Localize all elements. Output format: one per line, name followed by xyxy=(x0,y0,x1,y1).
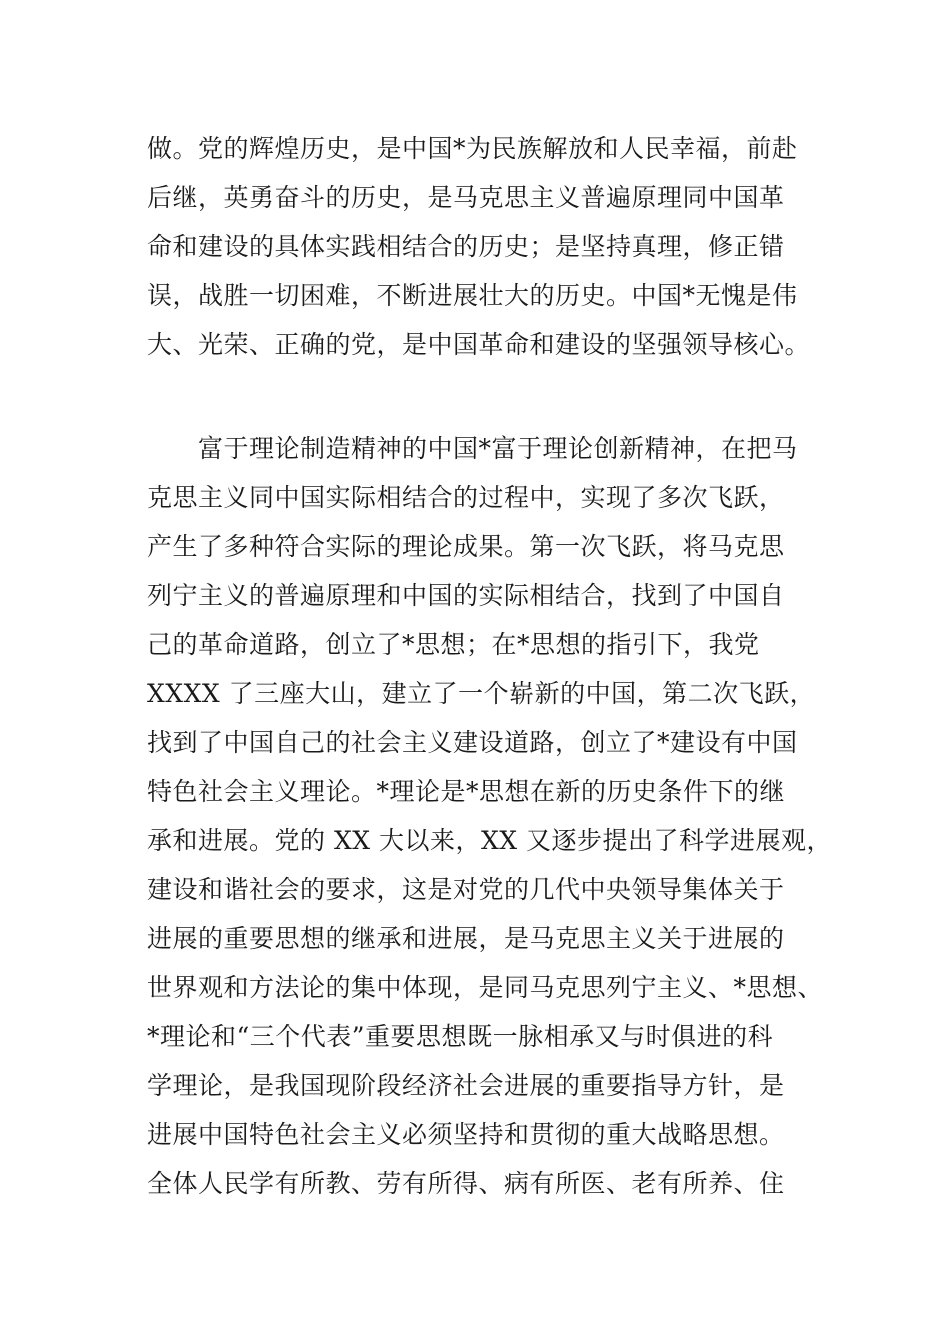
paragraph-2-line-3: 产生了多种符合实际的理论成果。第一次飞跃，将马克思 xyxy=(147,532,785,561)
paragraph-1-line-3: 命和建设的具体实践相结合的历史；是坚持真理，修正错 xyxy=(147,232,785,261)
paragraph-1-line-5: 大、光荣、正确的党，是中国革命和建设的坚强领导核心。 xyxy=(147,330,811,359)
paragraph-2-line-11: 进展的重要思想的继承和进展，是马克思主义关于进展的 xyxy=(147,924,785,953)
paragraph-1-line-2: 后继，英勇奋斗的历史，是马克思主义普遍原理同中国革 xyxy=(147,183,785,212)
paragraph-2-line-12: 世界观和方法论的集中体现，是同马克思列宁主义、*思想、 xyxy=(147,973,824,1002)
paragraph-2-line-5: 己的革命道路，创立了*思想；在*思想的指引下，我党 xyxy=(147,630,760,659)
paragraph-2-line-14: 学理论，是我国现阶段经济社会进展的重要指导方针，是 xyxy=(147,1071,785,1100)
paragraph-2-line-1: 富于理论制造精神的中国*富于理论创新精神，在把马 xyxy=(198,434,798,463)
paragraph-1-line-1: 做。党的辉煌历史，是中国*为民族解放和人民幸福，前赴 xyxy=(147,134,798,163)
paragraph-2-line-16: 全体人民学有所教、劳有所得、病有所医、老有所养、住 xyxy=(147,1169,785,1198)
paragraph-2-line-8: 特色社会主义理论。*理论是*思想在新的历史条件下的继 xyxy=(147,777,786,806)
paragraph-2-line-4: 列宁主义的普遍原理和中国的实际相结合，找到了中国自 xyxy=(147,581,785,610)
paragraph-2-line-2: 克思主义同中国实际相结合的过程中，实现了多次飞跃， xyxy=(147,483,785,512)
paragraph-2-line-7: 找到了中国自己的社会主义建设道路，创立了*建设有中国 xyxy=(147,728,798,757)
paragraph-2-line-6: XXXX 了三座大山，建立了一个崭新的中国，第二次飞跃， xyxy=(147,679,816,708)
paragraph-2-line-13: *理论和“三个代表”重要思想既一脉相承又与时俱进的科 xyxy=(147,1022,774,1051)
paragraph-2-line-9: 承和进展。党的 XX 大以来，XX 又逐步提出了科学进展观， xyxy=(147,826,833,855)
paragraph-2-line-15: 进展中国特色社会主义必须坚持和贯彻的重大战略思想。 xyxy=(147,1120,785,1149)
paragraph-2-line-10: 建设和谐社会的要求，这是对党的几代中央领导集体关于 xyxy=(147,875,785,904)
paragraph-1-line-4: 误，战胜一切困难，不断进展壮大的历史。中国*无愧是伟 xyxy=(147,281,798,310)
